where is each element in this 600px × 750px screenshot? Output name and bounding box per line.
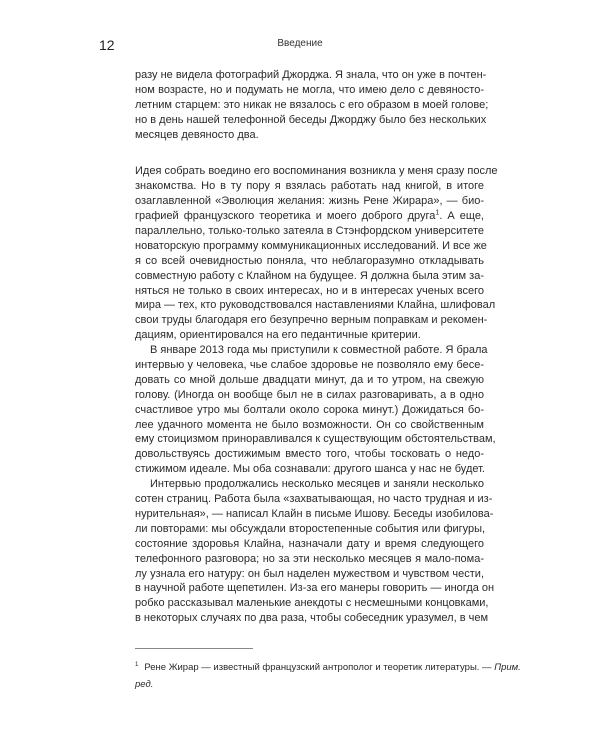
text-line: Идея собрать воедино его воспоминания возникла у меня сразу после [135, 165, 498, 178]
footnote-marker: 1 [135, 661, 139, 668]
text-line: лее удачного момента не было возможности. Он со свойственным [135, 418, 484, 431]
text-line: Интервью продолжались несколько месяцев и заняли несколько [150, 478, 484, 491]
text-line: летним старцем: это никак не вязалось с его образом в моей голове; [135, 98, 489, 111]
text-line: разу не видела фотографий Джорджа. Я знала, что он уже в почтен- [135, 69, 487, 81]
text-line: состояние здоровья Клайна, назначали дату и время следующего [135, 537, 484, 550]
paragraph [135, 68, 489, 142]
text-line: свои труды благодаря его безупречно верным поправкам и рекомен- [135, 314, 488, 327]
text-line: ему стоицизмом приноравливался к существующим обстоятельствам, [135, 433, 496, 446]
paragraph-gap [135, 142, 484, 164]
text-line: ном возрасте, но и подумать не могла, что имею дело с девяносто- [135, 83, 484, 96]
text-line: счастливое утро мы болтали около сорока минут.) Дожидаться бо- [135, 403, 484, 416]
paragraph [135, 477, 495, 626]
text-line: месяцев девяносто два. [135, 128, 259, 141]
text-line: но в день нашей телефонной беседы Джорджу было без нескольких [135, 113, 487, 126]
text-line: стижимом идеале. Мы оба сознавали: другого шанса у нас не будет. [135, 463, 485, 476]
text-line: голову. (Иногда он вообще был не в силах разговаривать, а в одно [135, 388, 484, 401]
text-line: лу узнала его натуру: он был наделен мужеством и чувством чести, [135, 567, 484, 580]
paragraph [135, 343, 496, 477]
text-line: няться не только в своих интересах, но и в интересах ученых всего [135, 284, 484, 297]
text-line: нурительная», — написал Клайн в письме Ишову. Беседы изобилова- [135, 507, 494, 520]
text-line: В январе 2013 года мы приступили к совместной работе. Я брала [150, 344, 488, 357]
text-line: графией французского теоретика и моего доброго друга$^1$. А еще, [135, 209, 484, 223]
footnote-divider [135, 648, 253, 649]
text-line: я со всей очевидностью поняла, что неблагоразумно откладывать [135, 254, 484, 267]
text-line: интервью у человека, чье слабое здоровье не позволяло ему бесе- [135, 359, 484, 372]
text-line: параллельно, только-только затеяла в Стэнфордском университете [135, 225, 484, 238]
text-line: дациям, ориентировался на его педантичные критерии. [135, 329, 421, 342]
text-line: довать со мной дольше двадцати минут, да и то утром, на свежую [135, 373, 484, 386]
text-line: знакомства. Но в ту пору я взялась работать над книгой, в итоге [135, 180, 484, 193]
text-line: озаглавленной «Эволюция желания: жизнь Рене Жирара», — био- [135, 195, 484, 208]
footnote-ref[interactable]: 1 [435, 209, 440, 217]
text-line: сотен страниц. Работа была «захватывающая, но часто трудная и из- [135, 493, 493, 506]
text-line: в некоторых случаях по два раза, чтобы собеседник уразумел, в чем [135, 612, 489, 625]
running-title: Введение [277, 38, 323, 49]
footnote-note-label-end: ред. [135, 679, 154, 690]
text-line: довольствуясь достижимым вместо того, чтобы тосковать о недо- [135, 448, 484, 461]
text-line: новаторскую программу коммуникационных исследований. И все же [135, 239, 487, 252]
text-line: совместную работу с Клайном на будущее. Я должна была этим за- [135, 269, 484, 282]
text-line: робко рассказывал маленькие анекдоты с несмешными концовками, [135, 597, 489, 610]
text-line: телефонного разговора; но за эти несколько месяцев я мало-пома- [135, 552, 484, 565]
text-line: мира — тех, кто руководствовался наставлениями Клайна, шлифовал [135, 299, 496, 312]
footnote-note-label: Прим. [494, 662, 521, 673]
text-line: в научной работе щепетилен. Из-за его манеры говорить — иногда он [135, 582, 495, 595]
footnote [135, 659, 521, 693]
footnote-text: Рене Жирар — известный французский антрополог и теоретик литературы. — [144, 662, 492, 673]
page-number: 12 [99, 37, 115, 53]
paragraph [135, 164, 498, 343]
text-line: ли повторами: мы обсуждали второстепенные события или фигуры, [135, 522, 486, 535]
body-text [135, 68, 498, 626]
